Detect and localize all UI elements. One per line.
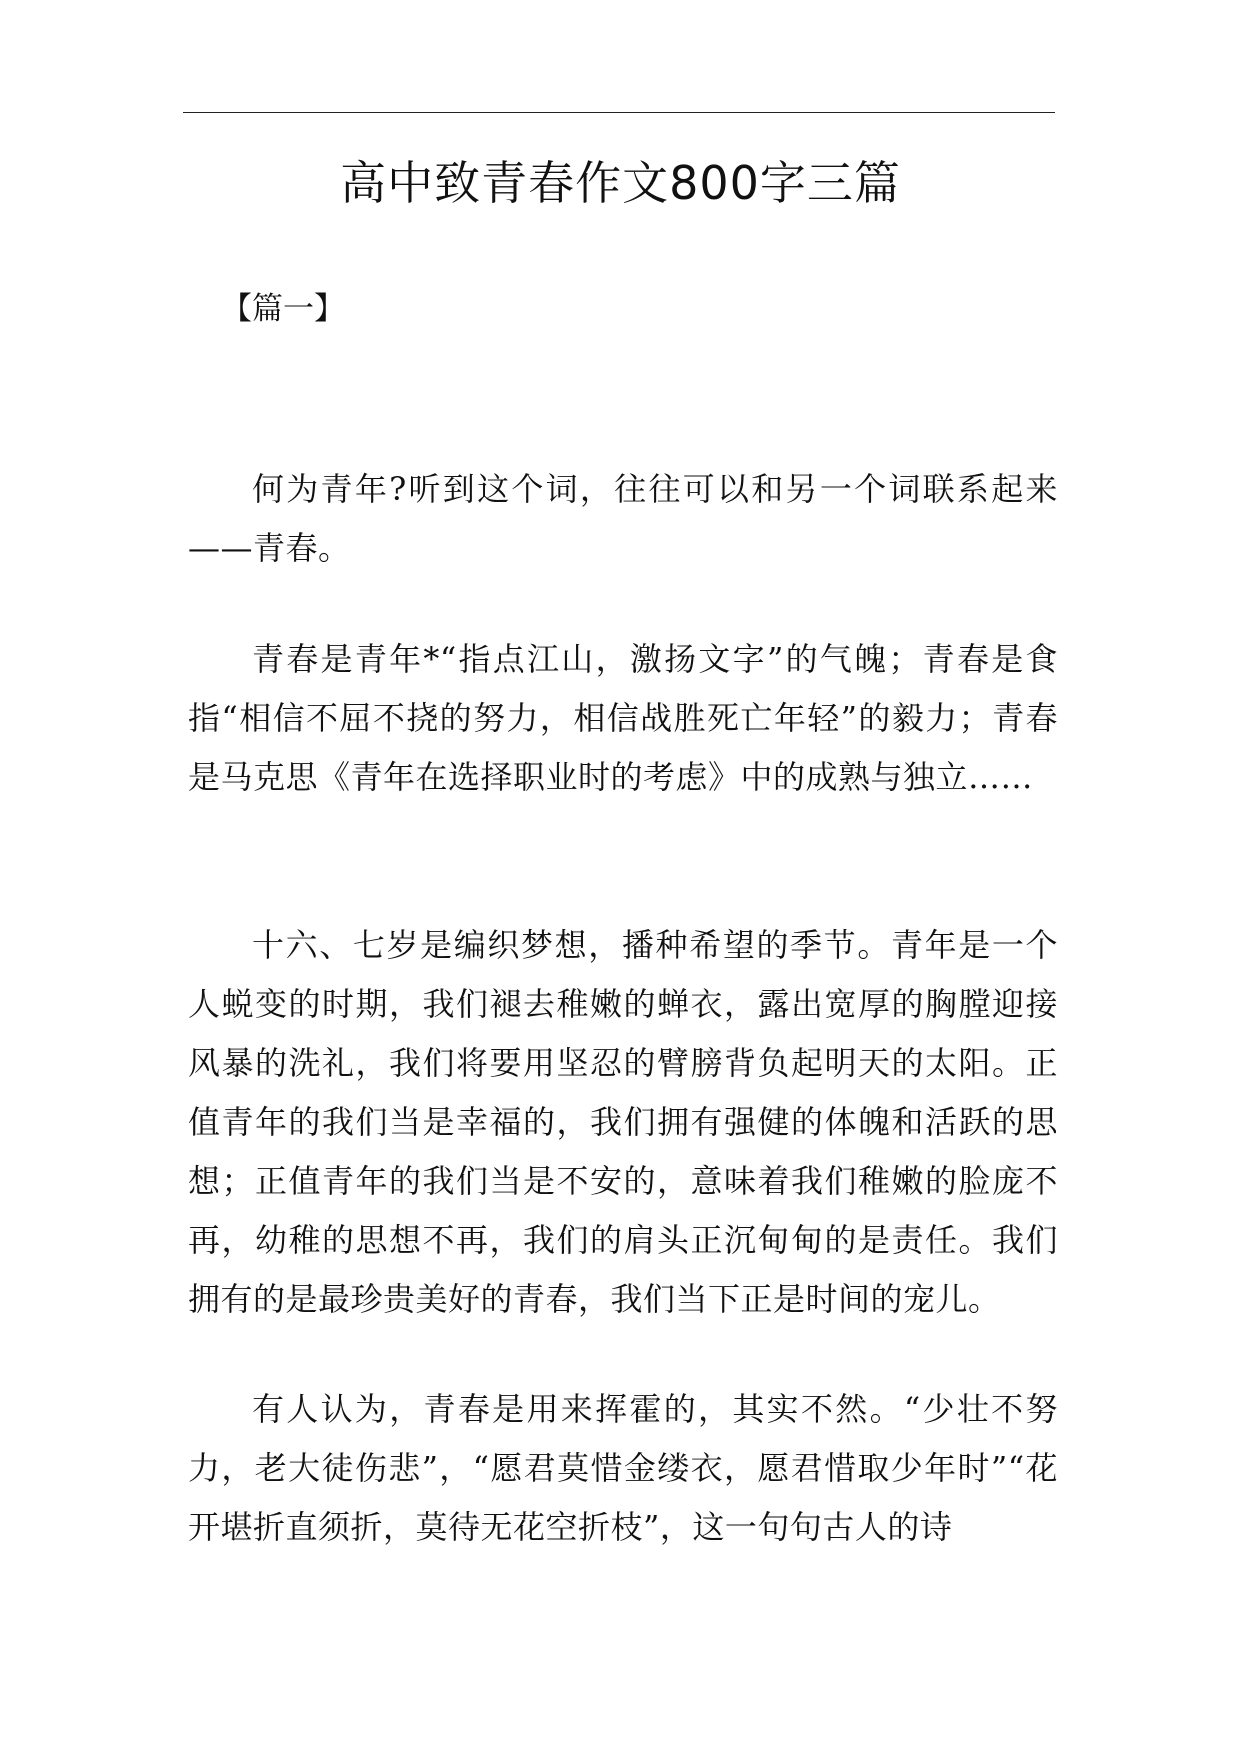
section-heading: 【篇一】: [221, 291, 345, 327]
paragraph-1: 何为青年?听到这个词，往往可以和另一个词联系起来——青春。: [188, 470, 1058, 567]
paragraph-4: 有人认为，青春是用来挥霍的，其实不然。“少壮不努力，老大徒伤悲”，“愿君莫惜金缕衣，愿君惜取少年时”“花开堪折直须折，莫待无花空折枝”，这一句句古人的诗: [188, 1390, 1058, 1546]
document-title: 高中致青春作文800字三篇: [340, 156, 901, 210]
header-rule: [183, 112, 1055, 113]
paragraph-2: 青春是青年*“指点江山，激扬文字”的气魄；青春是食指“相信不屈不挠的努力，相信战胜死亡年轻”的毅力；青春是马克思《青年在选择职业时的考虑》中的成熟与独立……: [188, 640, 1058, 796]
paragraph-3: 十六、七岁是编织梦想，播种希望的季节。青年是一个人蜕变的时期，我们褪去稚嫩的蝉衣，露出宽厚的胸膛迎接风暴的洗礼，我们将要用坚忍的臂膀背负起明天的太阳。正值青年的我们当是幸福的，我们拥有强健的体魄和活跃的思想；正值青年的我们当是不安的，意味着我们稚嫩的脸庞不再，幼稚的思想不再，我们的肩头正沉甸甸的是责任。我们拥有的是最珍贵美好的青春，我们当下正是时间的宠儿。: [188, 926, 1058, 1318]
